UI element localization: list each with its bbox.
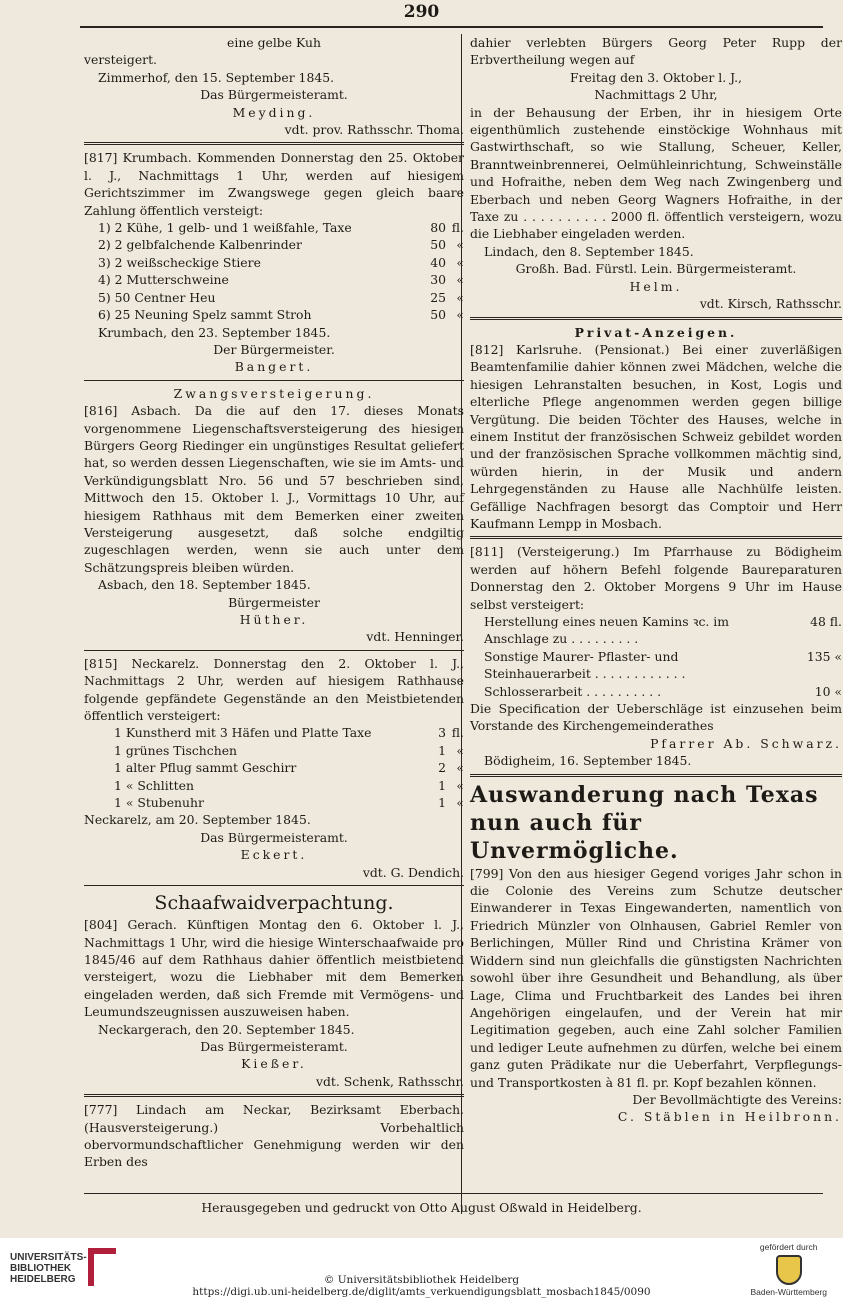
item-label: Schlosserarbeit . . . . . . . . . . (484, 683, 662, 699)
footer-rule (84, 1193, 823, 1194)
page-number: 290 (403, 2, 440, 22)
item-row (98, 289, 464, 306)
notice-office: Bürgermeister (228, 594, 320, 610)
section-title: Privat-Anzeigen. (574, 324, 738, 340)
notice-date: Lindach, den 8. September 1845. (484, 243, 694, 259)
item-amount: 80 (430, 220, 446, 236)
item-label: 1 « Stubenuhr (114, 795, 204, 811)
item-row (114, 794, 464, 811)
notice-headline: Auswanderung nach Texas (470, 781, 819, 808)
item-row (484, 648, 842, 683)
notice-date: Neckarelz, am 20. September 1845. (84, 812, 311, 828)
notice-text: [811] (Versteigerung.) Im Pfarrhause zu Bödigheim werden auf höhern Befehl folgende Baureparaturen Donnerstag den 2. Oktober Morgens 9 Uhr im Hause selbst versteigert: (470, 544, 842, 612)
separator (84, 650, 464, 651)
item-row (114, 777, 464, 794)
notice-816 (84, 385, 464, 646)
item-row (484, 613, 842, 648)
item-unit: « (456, 307, 464, 323)
item-unit: fl. (451, 220, 464, 236)
item-label: Herstellung eines neuen Kamins ꝛc. im Anschlage zu . . . . . . . . . (484, 614, 729, 647)
notice-office: Das Bürgermeisteramt. (200, 829, 348, 845)
notice-headline: nun auch für Unvermögliche. (470, 809, 679, 864)
item-row (98, 306, 464, 323)
text-line: Das Bürgermeisteramt. (200, 87, 348, 103)
text-line: Freitag den 3. Oktober l. J., (570, 69, 742, 85)
item-label: 1 « Schlitten (114, 777, 194, 793)
funder-name: Baden-Württemberg (750, 1287, 827, 1297)
item-unit: « (456, 795, 464, 811)
separator (84, 142, 464, 145)
item-list (84, 219, 464, 323)
text-line: eine gelbe Kuh (227, 35, 321, 50)
item-amount: 25 (430, 289, 446, 305)
text-line: Der Bevollmächtigte des Vereins: (632, 1091, 842, 1107)
text-line: vdt. Henninger. (366, 629, 464, 645)
notice-date: Neckargerach, den 20. September 1845. (98, 1021, 355, 1037)
item-row (114, 759, 464, 776)
item-label: 5) 50 Centner Heu (98, 289, 216, 305)
text-line: vdt. Schenk, Rathsschr. (316, 1073, 464, 1089)
notice-title: Zwangsversteigerung. (173, 385, 375, 401)
signature-name: Hüther. (239, 612, 309, 627)
item-label: 1) 2 Kühe, 1 gelb- und 1 weißfahle, Taxe (98, 220, 352, 236)
private-ads (470, 324, 842, 533)
text-line: vdt. G. Dendich. (362, 864, 464, 880)
notice-title: Schaafwaidverpachtung. (154, 892, 394, 915)
item-row (114, 724, 464, 741)
notice-office: Das Bürgermeisteramt. (200, 1038, 348, 1054)
item-row (98, 236, 464, 253)
item-amount: 1 (438, 795, 446, 811)
item-label: Sonstige Maurer- Pflaster- und Steinhauerarbeit . . . . . . . . . . . . (484, 648, 686, 682)
right-column (470, 34, 842, 1126)
notice-text: [815] Neckarelz. Donnerstag den 2. Oktober l. J., Nachmittags 2 Uhr, werden auf hiesigem Rathhause folgende gepfändete Gegenstände an den Meistbietenden öffentlich versteigert: (84, 655, 464, 724)
item-label: 1 grünes Tischchen (114, 742, 238, 758)
separator (84, 885, 464, 886)
notice-text: [799] Von den aus hiesiger Gegend voriges Jahr schon in die Colonie des Vereins zum Schutze deutscher Einwanderer in Texas Eingewanderten, namentlich von Friedrich Münzler von Olnhausen, Gabriel Remler von Berlichingen, Müller Rind und Christina Krämer von Widdern sind nun gleichfalls die günstigsten Nachrichten sowohl über ihre Gesundheit und Behandlung, als über Lage, Clima und Fruchtbarkeit des Landes bei ihren Angehörigen eingelaufen, und der Verein hat mir Legitimation gegeben, auch eine Zahl solcher Familien und lediger Leute aufnehmen zu dürfen, welche bei einem ganz guten Prädikate nur die Ueberfahrt, Verpflegungs- und Transportkosten à 81 fl. pr. Kopf bezahlen können. (470, 865, 842, 1090)
text-line: Zimmerhof, den 15. September 1845. (98, 69, 335, 85)
item-row (98, 219, 464, 236)
item-label: 1 Kunstherd mit 3 Häfen und Platte Taxe (114, 725, 372, 741)
notice-817 (84, 149, 464, 375)
item-unit: « (456, 760, 464, 776)
header-rule (80, 26, 823, 28)
imprint: Herausgegeben und gedruckt von Otto August Oßwald in Heidelberg. (201, 1200, 642, 1215)
separator (84, 1094, 464, 1097)
notice-date: Asbach, den 18. September 1845. (98, 577, 311, 593)
item-unit: « (456, 777, 464, 793)
notice-799 (470, 781, 842, 1126)
signature-name: Kießer. (241, 1056, 307, 1072)
item-label: 1 alter Pflug sammt Geschirr (114, 760, 297, 776)
notice-777-continued (470, 34, 842, 313)
notice-date: Krumbach, den 23. September 1845. (98, 324, 331, 340)
notice-811 (470, 543, 842, 769)
item-amount: 1 (438, 742, 446, 758)
signature-name: Meyding. (232, 104, 316, 120)
separator (470, 774, 842, 777)
separator (84, 380, 464, 381)
funder-caption: gefördert durch (759, 1242, 818, 1252)
text-line: versteigert. (84, 52, 157, 68)
item-amount: 50 (430, 237, 446, 253)
signature-name: Pfarrer Ab. Schwarz. (650, 735, 842, 751)
text-line: Nachmittags 2 Uhr, (594, 87, 718, 103)
item-list (84, 724, 464, 811)
item-amount: 1 (438, 777, 446, 793)
item-amount: 2 (438, 760, 446, 776)
item-amount: 48 fl. (810, 614, 842, 629)
notice-text: [816] Asbach. Da die auf den 17. dieses Monats vorgenommene Liegenschaftsversteigerung des hiesigen Bürgers Georg Riedinger ein ungünstiges Resultat geliefert hat, so werden dessen Liegenschaften, wie sie im Amts- und Verkündigungsblatt Nro. 56 und 57 beschrieben sind, Mittwoch den 15. Oktober l. J., Vormittags 10 Uhr, auf hiesigem Rathhaus mit dem Bemerken einer zweiten Versteigerung ausgesetzt, daß solche endgiltig zugeschlagen werden, wenn sie auch unter dem Schätzungspreis bleiben würden. (84, 403, 464, 575)
item-amount: 30 (430, 272, 446, 288)
signature-name: Eckert. (240, 847, 308, 863)
text-line: vdt. prov. Rathsschr. Thoma. (284, 122, 464, 138)
separator (470, 536, 842, 539)
permalink[interactable]: https://digi.ub.uni-heidelberg.de/diglit/amts_verkuendigungsblatt_mosbach1845/0090 (192, 1286, 651, 1298)
item-row (98, 254, 464, 271)
notice-text: in der Behausung der Erben, ihr in hiesigem Orte eigenthümlich zustehende einstöckige Wohnhaus mit Gastwirthschaft, so wie Stallung, Scheuer, Keller, Branntweinbrennerei, Oelmühleinrichtung, Schweinställe und Hofraithe, neben dem Weg nach Zwingenberg und Eberbach und neben Georg Wagners Hofraithe, in der Taxe zu . . . . . . . . . . 2000 fl. öffentlich versteigern, wozu die Liebhaber eingeladen werden. (470, 104, 842, 242)
copyright-text: © Universitätsbibliothek Heidelberg (323, 1274, 520, 1286)
notice-text: [804] Gerach. Künftigen Montag den 6. Oktober l. J., Nachmittags 1 Uhr, wird die hiesige Winterschaafwaide pro 1845/46 auf dem Rathhaus dahier öffentlich meistbietend versteigert, wozu die Liebhaber mit dem Bemerken eingeladen werden, daß sich Fremde mit Vermögens- und Leumundszeugnissen auszuweisen haben. (84, 917, 464, 1020)
item-unit: « (456, 272, 464, 288)
text-line: vdt. Kirsch, Rathsschr. (699, 296, 842, 312)
item-amount: 50 (430, 307, 446, 323)
item-amount: 3 (438, 725, 446, 741)
separator (470, 317, 842, 320)
notice-777 (84, 1101, 464, 1171)
notice-text: [777] Lindach am Neckar, Bezirksamt Eberbach. (Hausversteigerung.) Vorbehaltlich obervormundschaftlicher Genehmigung werden wir den Erben des (84, 1102, 464, 1170)
library-name-line: HEIDELBERG (10, 1274, 76, 1285)
notice-text: [817] Krumbach. Kommenden Donnerstag den 25. Oktober l. J., Nachmittags 1 Uhr, werden auf hiesigem Gerichtszimmer im Zwangswege gegen gleich baare Zahlung öffentlich versteigt: (84, 150, 464, 218)
notice-804 (84, 890, 464, 1090)
item-unit: « (456, 254, 464, 270)
item-list (470, 613, 842, 700)
item-label: 2) 2 gelbfalchende Kalbenrinder (98, 237, 302, 253)
item-unit: « (456, 289, 464, 305)
item-unit: fl. (451, 725, 464, 741)
notice-office: Großh. Bad. Fürstl. Lein. Bürgermeisteramt. (515, 261, 797, 277)
library-name-line: BIBLIOTHEK (10, 1263, 72, 1274)
item-label: 4) 2 Mutterschweine (98, 272, 229, 288)
item-label: 6) 25 Neuning Spelz sammt Stroh (98, 307, 312, 323)
item-row (114, 742, 464, 759)
notice-text: dahier verlebten Bürgers Georg Peter Rupp der Erbvertheilung wegen auf (470, 35, 842, 68)
signature-name: Helm. (629, 278, 683, 294)
notice-office: Der Bürgermeister. (213, 341, 335, 357)
item-amount: 135 « (806, 648, 842, 664)
item-unit: « (456, 237, 464, 253)
notice-815 (84, 655, 464, 881)
signature-name: C. Stäblen in Heilbronn. (617, 1109, 842, 1125)
signature-name: Bangert. (234, 359, 314, 375)
notice-date: Bödigheim, 16. September 1845. (484, 753, 692, 769)
notice-text: [812] Karlsruhe. (Pensionat.) Bei einer zuverläßigen Beamtenfamilie dahier können zwei Mädchen, welche die hiesigen Lehranstalten besuchen, in Kost, Logis und elterliche Pflege angenommen werden gegen billige Vergütung. Die beiden Töchter des Hauses, welche in einem Institut der französischen Schweiz gebildet worden und der französischen Sprache vollkommen mächtig sind, würden hierin, in der Musik und andern Lehrgegenständen zu Hause alle Nachhülfe leisten. Gefällige Nachfragen besorgt das Comptoir und Herr Kaufmann Lempp in Mosbach. (470, 341, 842, 531)
library-name-line: UNIVERSITÄTS- (10, 1252, 87, 1263)
item-amount: 10 « (814, 683, 842, 699)
item-label: 3) 2 weißscheckige Stiere (98, 254, 261, 270)
item-amount: 40 (430, 254, 446, 270)
left-column (84, 34, 464, 1171)
credit-block (0, 1274, 843, 1298)
notice-text: Die Specification der Ueberschläge ist einzusehen beim Vorstande des Kirchengemeinderathes (470, 701, 842, 734)
item-unit: « (456, 742, 464, 758)
notice-top (84, 34, 464, 138)
item-row (484, 683, 842, 700)
item-row (98, 271, 464, 288)
